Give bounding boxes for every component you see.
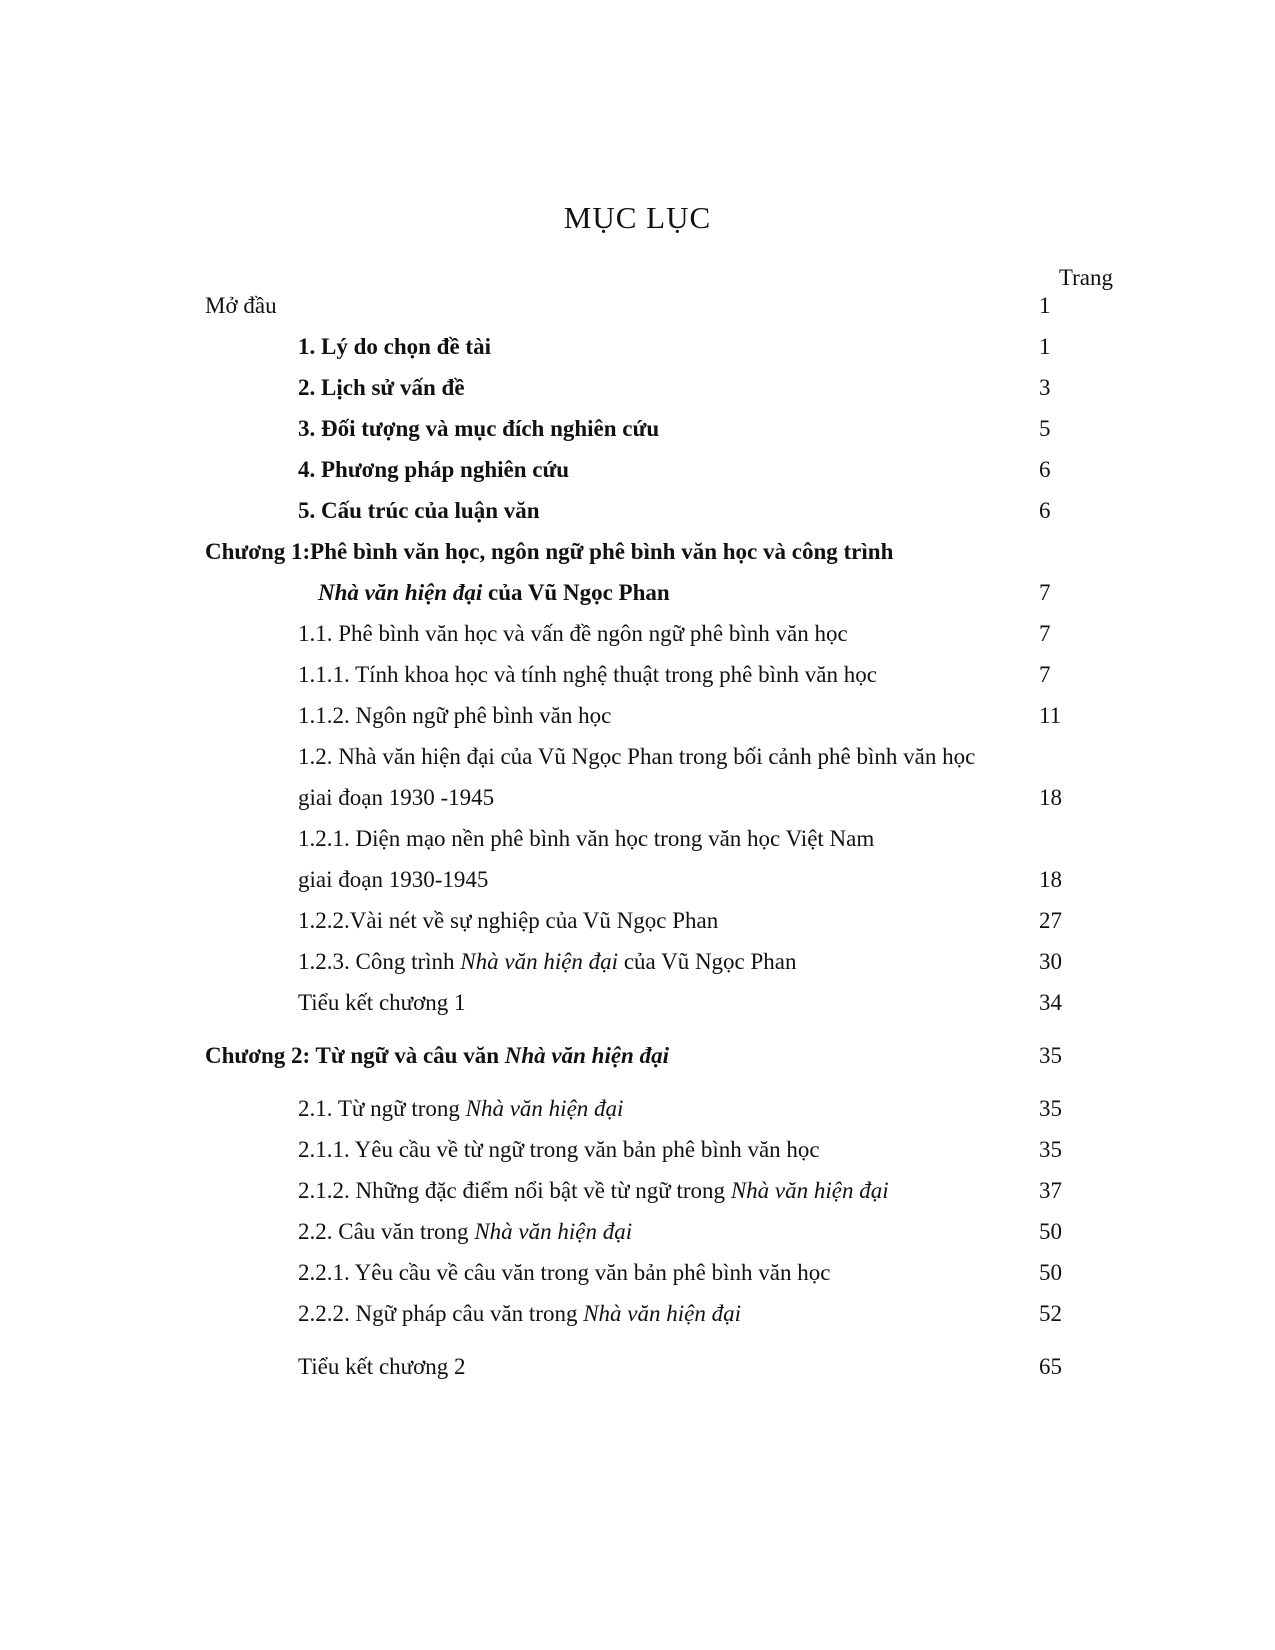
toc-entry-page: 37 [1039, 1178, 1062, 1203]
toc-entry-text: Tiểu kết chương 1 [298, 990, 466, 1015]
toc-entry-text: Mở đầu [205, 293, 277, 318]
toc-entry-text: 3. Đối tượng và mục đích nghiên cứu [298, 416, 660, 441]
toc-chapter-entry [0, 534, 1275, 570]
toc-entry [0, 1214, 1275, 1250]
toc-entry-page: 35 [1039, 1043, 1062, 1068]
work-title: Nhà văn hiện đại [504, 1043, 669, 1068]
toc-entry [0, 288, 1275, 324]
work-title: Nhà văn hiện đại [465, 1096, 624, 1121]
toc-entry-page: 50 [1039, 1260, 1062, 1285]
toc-entry-text: 4. Phương pháp nghiên cứu [298, 457, 570, 482]
toc-entry [0, 985, 1275, 1021]
toc-entry-text-head: 2.2.2. Ngữ pháp câu văn trong [298, 1301, 584, 1326]
toc-entry-page: 34 [1039, 990, 1062, 1015]
toc-entry [0, 411, 1275, 447]
toc-entry-text [298, 944, 797, 980]
toc-entry-text: 1.2.2.Vài nét về sự nghiệp của Vũ Ngọc Phan [298, 908, 719, 933]
toc-entry-text: giai đoạn 1930 -1945 [298, 785, 495, 810]
toc-entry-text: 1.1.2. Ngôn ngữ phê bình văn học [298, 703, 612, 728]
toc-entry-text [318, 575, 670, 611]
toc-entry [0, 1255, 1275, 1291]
toc-entry-page: 1 [1039, 334, 1051, 359]
toc-entry-text: 5. Cấu trúc của luận văn [298, 498, 540, 523]
toc-entry-text [298, 1214, 632, 1250]
toc-chapter-entry [0, 1038, 1275, 1074]
toc-entry-page: 27 [1039, 908, 1062, 933]
toc-entry-text-head: Chương 2: Từ ngữ và câu văn [205, 1043, 505, 1068]
toc-entry-page: 35 [1039, 1137, 1062, 1162]
toc-entry [0, 780, 1275, 816]
toc-entry-text: 1. Lý do chọn đề tài [298, 334, 491, 359]
page-title: MỤC LỤC [563, 200, 712, 235]
toc-entry [0, 821, 1275, 857]
toc-entry-page: 30 [1039, 949, 1062, 974]
work-title: Nhà văn hiện đại [583, 1301, 742, 1326]
toc-entry-text: giai đoạn 1930-1945 [298, 867, 489, 892]
work-title: Nhà văn hiện đại [730, 1178, 889, 1203]
toc-entry-text-head: 1.2.3. Công trình [298, 949, 461, 974]
toc-entry-page: 7 [1039, 662, 1051, 687]
toc-entry [0, 1349, 1275, 1385]
toc-entry [0, 329, 1275, 365]
toc-entry [0, 1173, 1275, 1209]
toc-entry-page: 52 [1039, 1301, 1062, 1326]
toc-entry-page: 5 [1039, 416, 1051, 441]
toc-entry-text-head: 2.1. Từ ngữ trong [298, 1096, 466, 1121]
toc-entry-text: Chương 1:Phê bình văn học, ngôn ngữ phê bình văn học và công trình [205, 539, 894, 564]
toc-entry-text: 1.2.1. Diện mạo nền phê bình văn học trong văn học Việt Nam [298, 826, 875, 851]
toc-entry-text: 2. Lịch sử vấn đề [298, 375, 465, 400]
toc-entry [0, 657, 1275, 693]
work-title: Nhà văn hiện đại [474, 1219, 633, 1244]
toc-entry-text [298, 1173, 889, 1209]
toc-entry [0, 1132, 1275, 1168]
toc-entry-text: Tiểu kết chương 2 [298, 1354, 466, 1379]
toc-entry-page: 50 [1039, 1219, 1062, 1244]
toc-entry [0, 616, 1275, 652]
toc-entry-text-tail: của Vũ Ngọc Phan [482, 580, 670, 605]
toc-entry-page: 1 [1039, 293, 1051, 318]
work-title: Nhà văn hiện đại [460, 949, 619, 974]
work-title: Nhà văn hiện đại [318, 580, 483, 605]
page-column-header: Trang [1058, 265, 1113, 290]
toc-entry [0, 698, 1275, 734]
toc-entry-text: 1.1.1. Tính khoa học và tính nghệ thuật trong phê bình văn học [298, 662, 877, 687]
toc-entry [0, 370, 1275, 406]
toc-entry-text [298, 1091, 623, 1127]
toc-entry-text [298, 1296, 741, 1332]
toc-entry-page: 11 [1039, 703, 1062, 728]
toc-entry-text [205, 1038, 669, 1074]
toc-entry [0, 452, 1275, 488]
toc-entry-page: 6 [1039, 498, 1051, 523]
toc-entry-page: 35 [1039, 1096, 1062, 1121]
toc-entry-page: 3 [1039, 375, 1051, 400]
toc-entry-page: 7 [1039, 580, 1051, 605]
toc-entry-page: 65 [1039, 1354, 1062, 1379]
toc-entry-page: 6 [1039, 457, 1051, 482]
toc-entry [0, 903, 1275, 939]
toc-entry-text: 2.2.1. Yêu cầu về câu văn trong văn bản phê bình văn học [298, 1260, 831, 1285]
toc-entry-text-head: 2.1.2. Những đặc điểm nổi bật về từ ngữ trong [298, 1178, 731, 1203]
toc-entry [0, 862, 1275, 898]
toc-entry [0, 493, 1275, 529]
toc-entry-text: 1.2. Nhà văn hiện đại của Vũ Ngọc Phan trong bối cảnh phê bình văn học [298, 744, 976, 769]
toc-entry [0, 1296, 1275, 1332]
toc-entry-text: 2.1.1. Yêu cầu về từ ngữ trong văn bản phê bình văn học [298, 1137, 820, 1162]
toc-entry [0, 944, 1275, 980]
toc-entry [0, 739, 1275, 775]
toc-entry-text-tail: của Vũ Ngọc Phan [618, 949, 797, 974]
toc-entry-page: 18 [1039, 867, 1062, 892]
toc-entry [0, 575, 1275, 611]
toc-entry [0, 1091, 1275, 1127]
toc-entry-page: 7 [1039, 621, 1051, 646]
toc-entry-text: 1.1. Phê bình văn học và vấn đề ngôn ngữ phê bình văn học [298, 621, 848, 646]
toc-entry-page: 18 [1039, 785, 1062, 810]
toc-entry-text-head: 2.2. Câu văn trong [298, 1219, 475, 1244]
